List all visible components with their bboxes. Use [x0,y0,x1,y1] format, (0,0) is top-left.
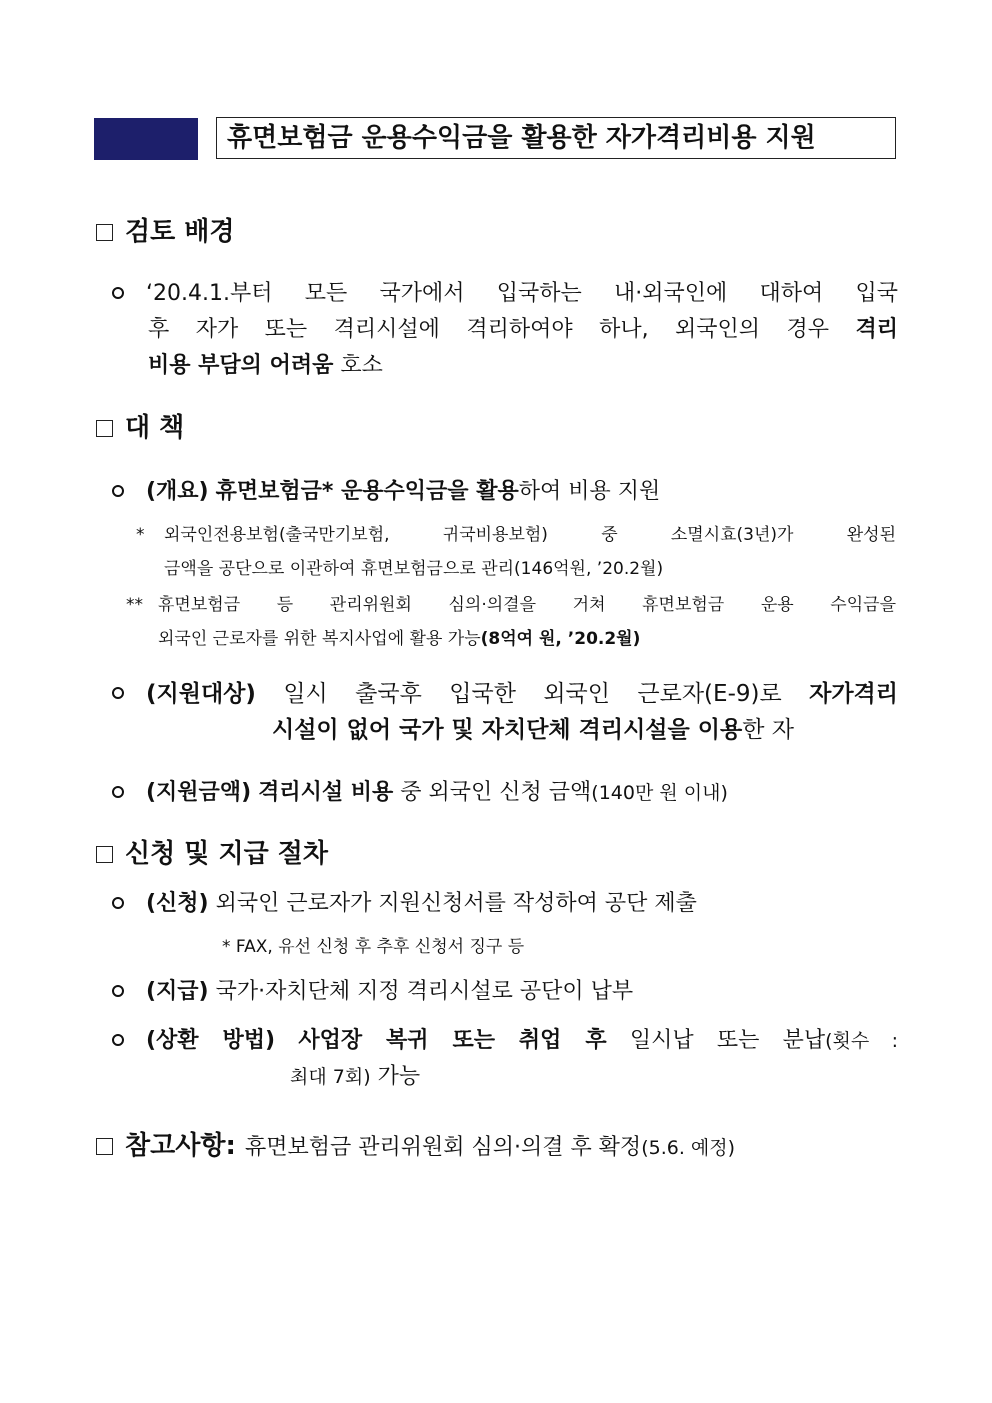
bullet-line-3-text: 호소 [340,353,383,378]
bullet-line-2 [146,312,898,348]
repay-small-text-2: 최대 7회) [290,1066,371,1088]
section-heading-measures [96,412,184,444]
overview-bold-text: 휴면보험금* 운용수익금을 활용 [215,479,519,504]
bullet-line-2-text: 후 자가 또는 격리시설에 격리하여야 하나, 외국인의 경우 [148,317,830,342]
bullet-line-3-bold: 비용 부담의 어려움 [148,353,334,378]
section-heading-text: 검토 배경 [125,217,235,247]
overview-text: 하여 비용 지원 [518,479,661,504]
checkbox-square-icon [96,846,113,863]
target-bold-1: 자가격리 [809,681,898,707]
amount-small-text: (140만 원 이내) [591,782,728,804]
repay-line-2 [146,1059,898,1095]
footnote-1-line-1: 외국인전용보험(출국만기보험, 귀국비용보험) 중 소멸시효(3년)가 완성된 [164,525,896,545]
bullet-line-1: ‘20.4.1.부터 모든 국가에서 입국하는 내·외국인에 대하여 입국 [146,281,898,306]
circle-bullet-icon [112,287,124,299]
footnote-1-line-2: 금액을 공단으로 이관하여 휴면보험금으로 관리(146억원, ’20.2월) [164,559,664,579]
pay-label: (지급) [146,979,209,1004]
bullet-line-3 [146,348,898,384]
footnote-2-line-2 [158,622,640,656]
target-line-2 [146,712,898,748]
bullet-line-2-bold: 격리 [855,317,898,342]
circle-bullet-icon [112,1034,124,1046]
apply-label: (신청) [146,891,209,916]
checkbox-square-icon [96,420,113,437]
footnote-mark: * [136,525,145,545]
target-bold-2: 시설이 없어 국가 및 자치단체 격리시설을 이용 [272,717,743,743]
section-heading-background [96,216,235,248]
circle-bullet-icon [112,897,124,909]
circle-bullet-icon [112,786,124,798]
footnote-mark: ** [126,595,143,615]
repay-text-2: 가능 [377,1064,421,1089]
footnote-2-line-1: 휴면보험금 등 관리위원회 심의·의결을 거쳐 휴면보험금 운용 수익금을 [158,595,896,615]
title-decoration-block [94,118,198,160]
checkbox-square-icon [96,1138,113,1155]
amount-bold-text: 격리시설 비용 [258,780,394,805]
amount-text: 중 외국인 신청 금액 [400,780,592,805]
notes-small-text: (5.6. 예정) [641,1137,736,1159]
section-heading-text: 대 책 [125,413,185,443]
repay-label: (상환 방법) [146,1028,276,1053]
repay-small-text-1: (횟수 : [825,1030,898,1052]
notes-text: 휴면보험금 관리위원회 심의·의결 후 확정 [244,1135,642,1160]
checkbox-square-icon [96,224,113,241]
section-heading-text: 신청 및 지급 절차 [125,839,328,869]
target-label: (지원대상) [146,681,256,707]
pay-text: 국가·자치단체 지정 격리시설로 공단이 납부 [215,979,634,1004]
repay-text: 일시납 또는 분납 [629,1028,826,1053]
footnote-2-bold: (8억여 원, ’20.2월) [480,629,641,649]
target-line-1 [146,676,898,712]
repay-bold-text: 사업장 복귀 또는 취업 후 [298,1028,607,1053]
circle-bullet-icon [112,485,124,497]
circle-bullet-icon [112,985,124,997]
section-heading-procedure [96,838,328,870]
page-title: 휴면보험금 운용수익금을 활용한 자가격리비용 지원 [216,117,896,159]
apply-text: 외국인 근로자가 지원신청서를 작성하여 공단 제출 [215,891,697,916]
target-text-2: 한 자 [742,717,794,743]
repay-line-1 [146,1023,898,1059]
footnote-2-text: 외국인 근로자를 위한 복지사업에 활용 가능 [158,629,481,649]
circle-bullet-icon [112,687,124,699]
overview-label: (개요) [146,479,209,504]
target-text: 일시 출국후 입국한 외국인 근로자(E-9)로 [283,681,782,707]
section-heading-text: 참고사항: [125,1131,236,1161]
apply-footnote: * FAX, 유선 신청 후 추후 신청서 징구 등 [222,937,525,957]
section-heading-notes [96,1130,735,1164]
amount-label: (지원금액) [146,780,252,805]
